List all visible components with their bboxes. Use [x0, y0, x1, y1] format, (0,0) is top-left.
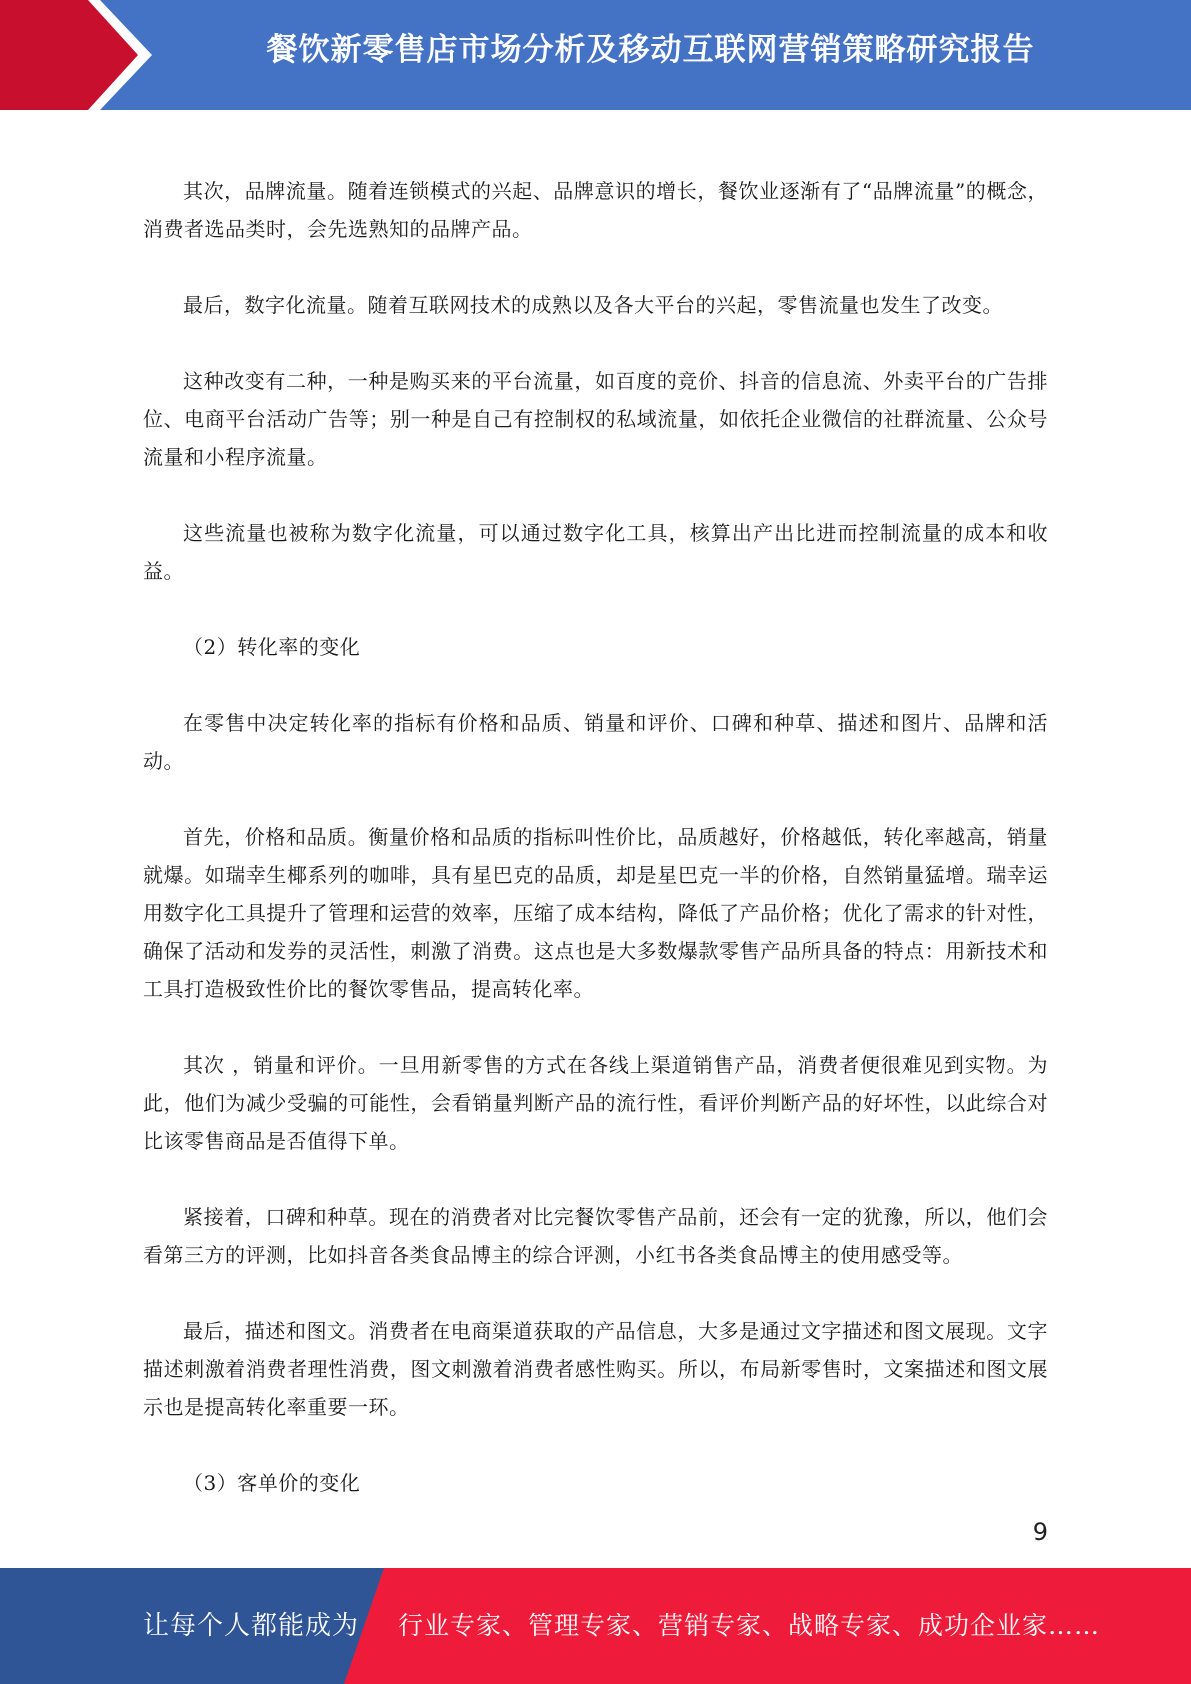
footer-slogan-right: 行业专家、管理专家、营销专家、战略专家、成功企业家……: [398, 1611, 1101, 1640]
paragraph-description-images: 最后，描述和图文。消费者在电商渠道获取的产品信息，大多是通过文字描述和图文展现。文字描述刺激着消费者理性消费，图文刺激着消费者感性购买。所以，布局新零售时，文案描述和图文展示也是提高转化率重要一环。: [143, 1319, 1048, 1419]
page-header: [0, 0, 1191, 110]
paragraph-digital-traffic-cost: 这些流量也被称为数字化流量，可以通过数字化工具，核算出产出比进而控制流量的成本和收益。: [143, 521, 1048, 583]
page-number: 9: [1032, 1518, 1048, 1546]
paragraph-brand-traffic: 其次，品牌流量。随着连锁模式的兴起、品牌意识的增长，餐饮业逐渐有了“品牌流量”的概念，消费者选品类时，会先选熟知的品牌产品。: [143, 179, 1048, 241]
paragraph-traffic-types: 这种改变有二种，一种是购买来的平台流量，如百度的竞价、抖音的信息流、外卖平台的广告排位、电商平台活动广告等；别一种是自己有控制权的私域流量，如依托企业微信的社群流量、公众号流量和小程序流量。: [143, 369, 1048, 469]
paragraph-price-quality: 首先，价格和品质。衡量价格和品质的指标叫性价比，品质越好，价格越低，转化率越高，销量就爆。如瑞幸生椰系列的咖啡，具有星巴克的品质，却是星巴克一半的价格，自然销量猛增。瑞幸运用数字化工具提升了管理和运营的效率，压缩了成本结构，降低了产品价格；优化了需求的针对性，确保了活动和发券的灵活性，刺激了消费。这点也是大多数爆款零售产品所具备的特点：用新技术和工具打造极致性价比的餐饮零售品，提高转化率。: [143, 825, 1048, 1001]
section-heading-conversion-rate: （2）转化率的变化: [183, 635, 361, 659]
paragraph-digital-traffic: 最后，数字化流量。随着互联网技术的成熟以及各大平台的兴起，零售流量也发生了改变。: [183, 293, 1003, 317]
footer-slogan-left: 让每个人都能成为: [143, 1611, 360, 1641]
section-heading-unit-price: （3）客单价的变化: [183, 1471, 361, 1495]
paragraph-conversion-indicators: 在零售中决定转化率的指标有价格和品质、销量和评价、口碑和种草、描述和图片、品牌和活动。: [143, 711, 1048, 773]
header-chevron-icon: [0, 0, 160, 110]
report-title: 餐饮新零售店市场分析及移动互联网营销策略研究报告: [266, 32, 1035, 68]
page-footer: [0, 1568, 1191, 1684]
chevron-red-fill: [0, 0, 138, 110]
paragraph-sales-reviews: 其次 ，销量和评价。一旦用新零售的方式在各线上渠道销售产品，消费者便很难见到实物。为此，他们为减少受骗的可能性，会看销量判断产品的流行性，看评价判断产品的好坏性，以此综合对比该零售商品是否值得下单。: [143, 1053, 1048, 1153]
paragraph-word-of-mouth: 紧接着，口碑和种草。现在的消费者对比完餐饮零售产品前，还会有一定的犹豫，所以，他们会看第三方的评测，比如抖音各类食品博主的综合评测，小红书各类食品博主的使用感受等。: [143, 1205, 1048, 1267]
document-body: [143, 172, 1048, 1540]
